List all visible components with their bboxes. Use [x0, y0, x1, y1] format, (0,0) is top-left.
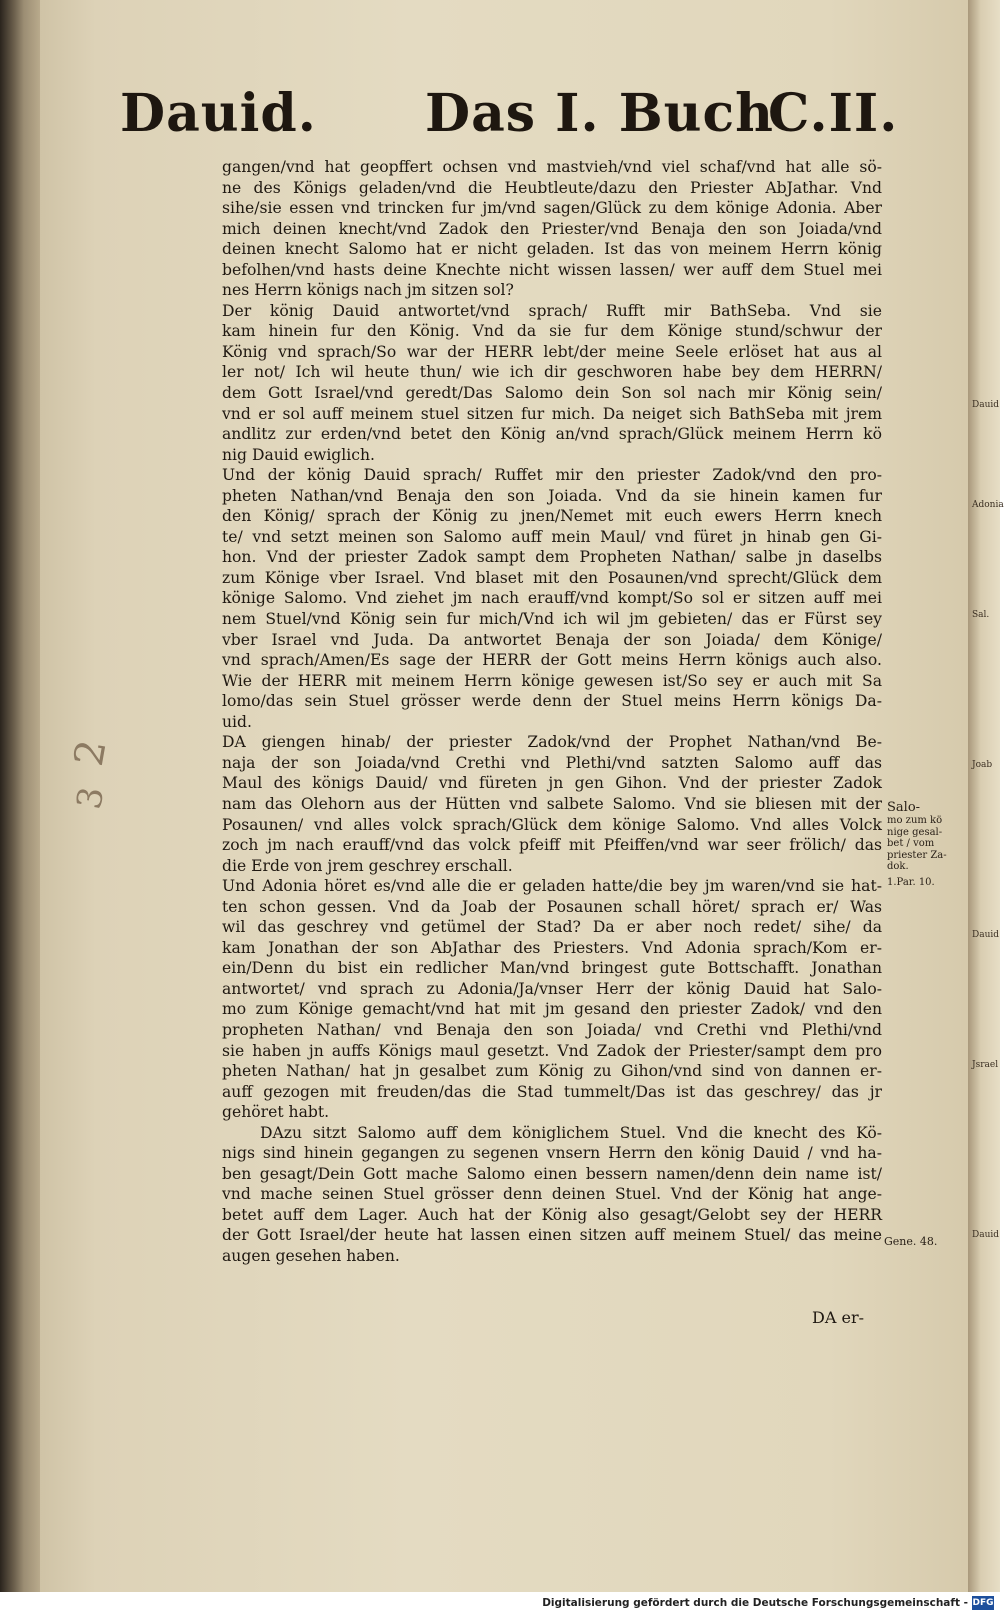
- book-edge: [0, 0, 40, 1592]
- text-line: ne des Königs geladen/vnd die Heubtleute/dazu den Priester AbJathar. Vnd: [222, 178, 882, 197]
- text-line: nigs sind hinein gegangen zu segenen vnsern Herrn den könig Dauid / vnd ha-: [222, 1144, 882, 1163]
- margin-note-line: 1.Par. 10.: [887, 876, 935, 888]
- running-head-title: Das I. Buch: [425, 83, 774, 144]
- text-line: te/ vnd setzt meinen son Salomo auff mein Maul/ vnd füret jn hinab gen Gi-: [222, 527, 882, 546]
- text-line: naja der son Joiada/vnd Crethi vnd Plethi/vnd satzten Salomo auff das: [222, 753, 882, 772]
- adjacent-mark: Jsrael: [972, 1060, 999, 1070]
- margin-note-line: nige gesal-: [887, 826, 943, 838]
- text-line: antwortet/ vnd sprach zu Adonia/Ja/vnser Herr der könig Dauid hat Salo-: [222, 979, 882, 998]
- text-line: vnd sprach/Amen/Es sage der HERR der Gott meins Herrn königs auch also.: [222, 651, 882, 670]
- text-line: der Gott Israel/der heute hat lassen einen sitzen auff meinem Stuel/ das meine: [222, 1226, 882, 1245]
- text-line: betet auff dem Lager. Auch hat der König also gesagt/Gelobt sey der HERR: [222, 1205, 882, 1224]
- running-head-left: Dauid.: [120, 83, 317, 144]
- margin-note-line: Salo-: [887, 800, 921, 815]
- text-line: vnd er sol auff meinem stuel sitzen fur mich. Da neiget sich BathSeba mit jrem: [222, 404, 882, 423]
- text-line: nam das Olehorn aus der Hütten vnd salbete Salomo. Vnd sie bliesen mit der: [222, 794, 882, 813]
- catchword: DA er-: [812, 1308, 864, 1327]
- text-line: augen gesehen haben.: [222, 1246, 400, 1265]
- text-line: uid.: [222, 712, 252, 731]
- text-line: wil das geschrey vnd getümel der Stad? Da er aber noch redet/ sihe/ da: [222, 918, 882, 937]
- margin-note-genesis: Gene. 48.: [884, 1235, 938, 1248]
- text-line: DAzu sitzt Salomo auff dem königlichem Stuel. Vnd die knecht des Kö-: [260, 1123, 882, 1142]
- folio-number: C.II.: [768, 83, 899, 144]
- margin-note-line: priester Za-: [887, 849, 947, 861]
- text-line: sie haben jn auffs Königs maul gesetzt. Vnd Zadok der Priester/sampt dem pro: [222, 1041, 882, 1060]
- adjacent-mark: Dauid: [972, 930, 1000, 940]
- text-line: ten schon gessen. Vnd da Joab der Posaunen schall höret/ sprach er/ Was: [222, 897, 882, 916]
- text-line: Der könig Dauid antwortet/vnd sprach/ Rufft mir BathSeba. Vnd sie: [222, 301, 882, 320]
- text-line: gangen/vnd hat geopffert ochsen vnd mastvieh/vnd viel schaf/vnd hat alle sö-: [222, 158, 882, 176]
- adjacent-mark: Sal.: [972, 610, 990, 620]
- text-line: den König/ sprach der König zu jnen/Nemet mit euch ewers Herrn knech: [222, 507, 882, 526]
- text-line: propheten Nathan/ vnd Benaja den son Joiada/ vnd Crethi vnd Plethi/vnd: [222, 1020, 882, 1039]
- text-line: zum Könige vber Israel. Vnd blaset mit den Posaunen/vnd sprecht/Glück dem: [222, 568, 882, 587]
- margin-note-line: mo zum kö: [887, 815, 943, 826]
- text-line: vber Israel vnd Juda. Da antwortet Benaja der son Joiada/ dem Könige/: [222, 630, 882, 649]
- text-line: andlitz zur erden/vnd betet den König an/vnd sprach/Glück meinem Herrn kö: [222, 425, 882, 444]
- text-line: pheten Nathan/ hat jn gesalbet zum König zu Gihon/vnd sind von dannen er-: [222, 1062, 882, 1081]
- adjacent-mark: Joab: [972, 760, 993, 770]
- text-line: mo zum Könige gemacht/vnd hat mit jm gesand den priester Zadok/ vnd den: [222, 1000, 882, 1019]
- pencil-mark: 3: [69, 783, 113, 813]
- margin-note-line: bet / vom: [887, 838, 935, 849]
- text-line: DA giengen hinab/ der priester Zadok/vnd der Prophet Nathan/vnd Be-: [222, 733, 882, 752]
- text-line: Und Adonia höret es/vnd alle die er geladen hatte/die bey jm waren/vnd sie hat-: [222, 877, 882, 896]
- text-line: vnd mache seinen Stuel grösser denn deinen Stuel. Vnd der König hat ange-: [222, 1185, 882, 1204]
- footer-credit: Digitalisierung gefördert durch die Deutsche Forschungsgemeinschaft -: [542, 1597, 968, 1609]
- text-line: könige Salomo. Vnd ziehet jm nach erauff/vnd kompt/So sol er sitzen auff mei: [222, 589, 882, 608]
- text-line: kam Jonathan der son AbJathar des Priesters. Vnd Adonia sprach/Kom er-: [222, 938, 882, 957]
- text-line: ler not/ Ich wil heute thun/ wie ich dir geschworen habe bey dem HERRN/: [222, 363, 882, 382]
- pencil-mark: 2: [65, 736, 116, 770]
- text-line: auff gezogen mit freuden/das die Stad tummelt/Das ist das geschrey/ das jr: [222, 1082, 882, 1101]
- text-line: befolhen/vnd hasts deine Knechte nicht wissen lassen/ wer auff dem Stuel mei: [222, 260, 882, 279]
- adjacent-mark: Adonia: [972, 500, 1004, 510]
- text-line: kam hinein fur den König. Vnd da sie fur dem Könige stund/schwur der: [222, 322, 882, 341]
- margin-note-salomo: [887, 800, 959, 888]
- text-line: ein/Denn du bist ein redlicher Man/vnd bringest gute Bottschafft. Jonathan: [222, 959, 882, 978]
- adjacent-page-marks: [972, 400, 1004, 1240]
- text-line: nem Stuel/vnd König sein fur mich/Vnd ich wil jm gebieten/ das er Fürst sey: [222, 610, 882, 629]
- text-line: Wie der HERR mit meinem Herrn könige gewesen ist/So sey er auch mit Sa: [222, 671, 882, 690]
- text-line: Posaunen/ vnd alles volck sprach/Glück dem könige Salomo. Vnd alles Volck: [222, 815, 882, 834]
- text-line: dem Gott Israel/vnd geredt/Das Salomo dein Son sol nach mir König sein/: [222, 384, 882, 403]
- text-line: zoch jm nach erauff/vnd das volck pfeiff mit Pfeiffen/vnd war seer frölich/ das: [222, 836, 882, 855]
- text-line: pheten Nathan/vnd Benaja den son Joiada. Vnd da sie hinein kamen fur: [222, 486, 882, 505]
- body-text: [222, 157, 882, 1267]
- footer-bar: [0, 1592, 1000, 1615]
- text-line: die Erde von jrem geschrey erschall.: [222, 856, 513, 875]
- text-line: lomo/das sein Stuel grösser werde denn der Stuel meins Herrn königs Da-: [222, 692, 882, 711]
- dfg-logo: DFG: [972, 1598, 994, 1608]
- text-line: hon. Vnd der priester Zadok sampt dem Propheten Nathan/ salbe jn daselbs: [222, 548, 882, 567]
- text-line: mich deinen knecht/vnd Zadok den Priester/vnd Benaja den son Joiada/vnd: [222, 219, 882, 238]
- text-line: ben gesagt/Dein Gott mache Salomo einen bessern namen/denn dein name ist/: [222, 1164, 882, 1183]
- text-line: nes Herrn königs nach jm sitzen sol?: [222, 281, 514, 300]
- text-line: König vnd sprach/So war der HERR lebt/der meine Seele erlöset hat aus al: [222, 342, 882, 361]
- text-line: nig Dauid ewiglich.: [222, 445, 375, 464]
- margin-note-line: dok.: [887, 861, 909, 872]
- text-line: sihe/sie essen vnd trincken fur jm/vnd sagen/Glück zu dem könige Adonia. Aber: [222, 199, 882, 218]
- text-line: Und der könig Dauid sprach/ Ruffet mir den priester Zadok/vnd den pro-: [222, 466, 882, 485]
- adjacent-mark: Dauid: [972, 1230, 1000, 1240]
- text-line: Maul des königs Dauid/ vnd füreten jn gen Gihon. Vnd der priester Zadok: [222, 774, 882, 793]
- text-line: deinen knecht Salomo hat er nicht geladen. Ist das von meinem Herrn könig: [222, 240, 882, 259]
- text-line: gehöret habt.: [222, 1103, 330, 1122]
- adjacent-mark: Dauid: [972, 400, 1000, 410]
